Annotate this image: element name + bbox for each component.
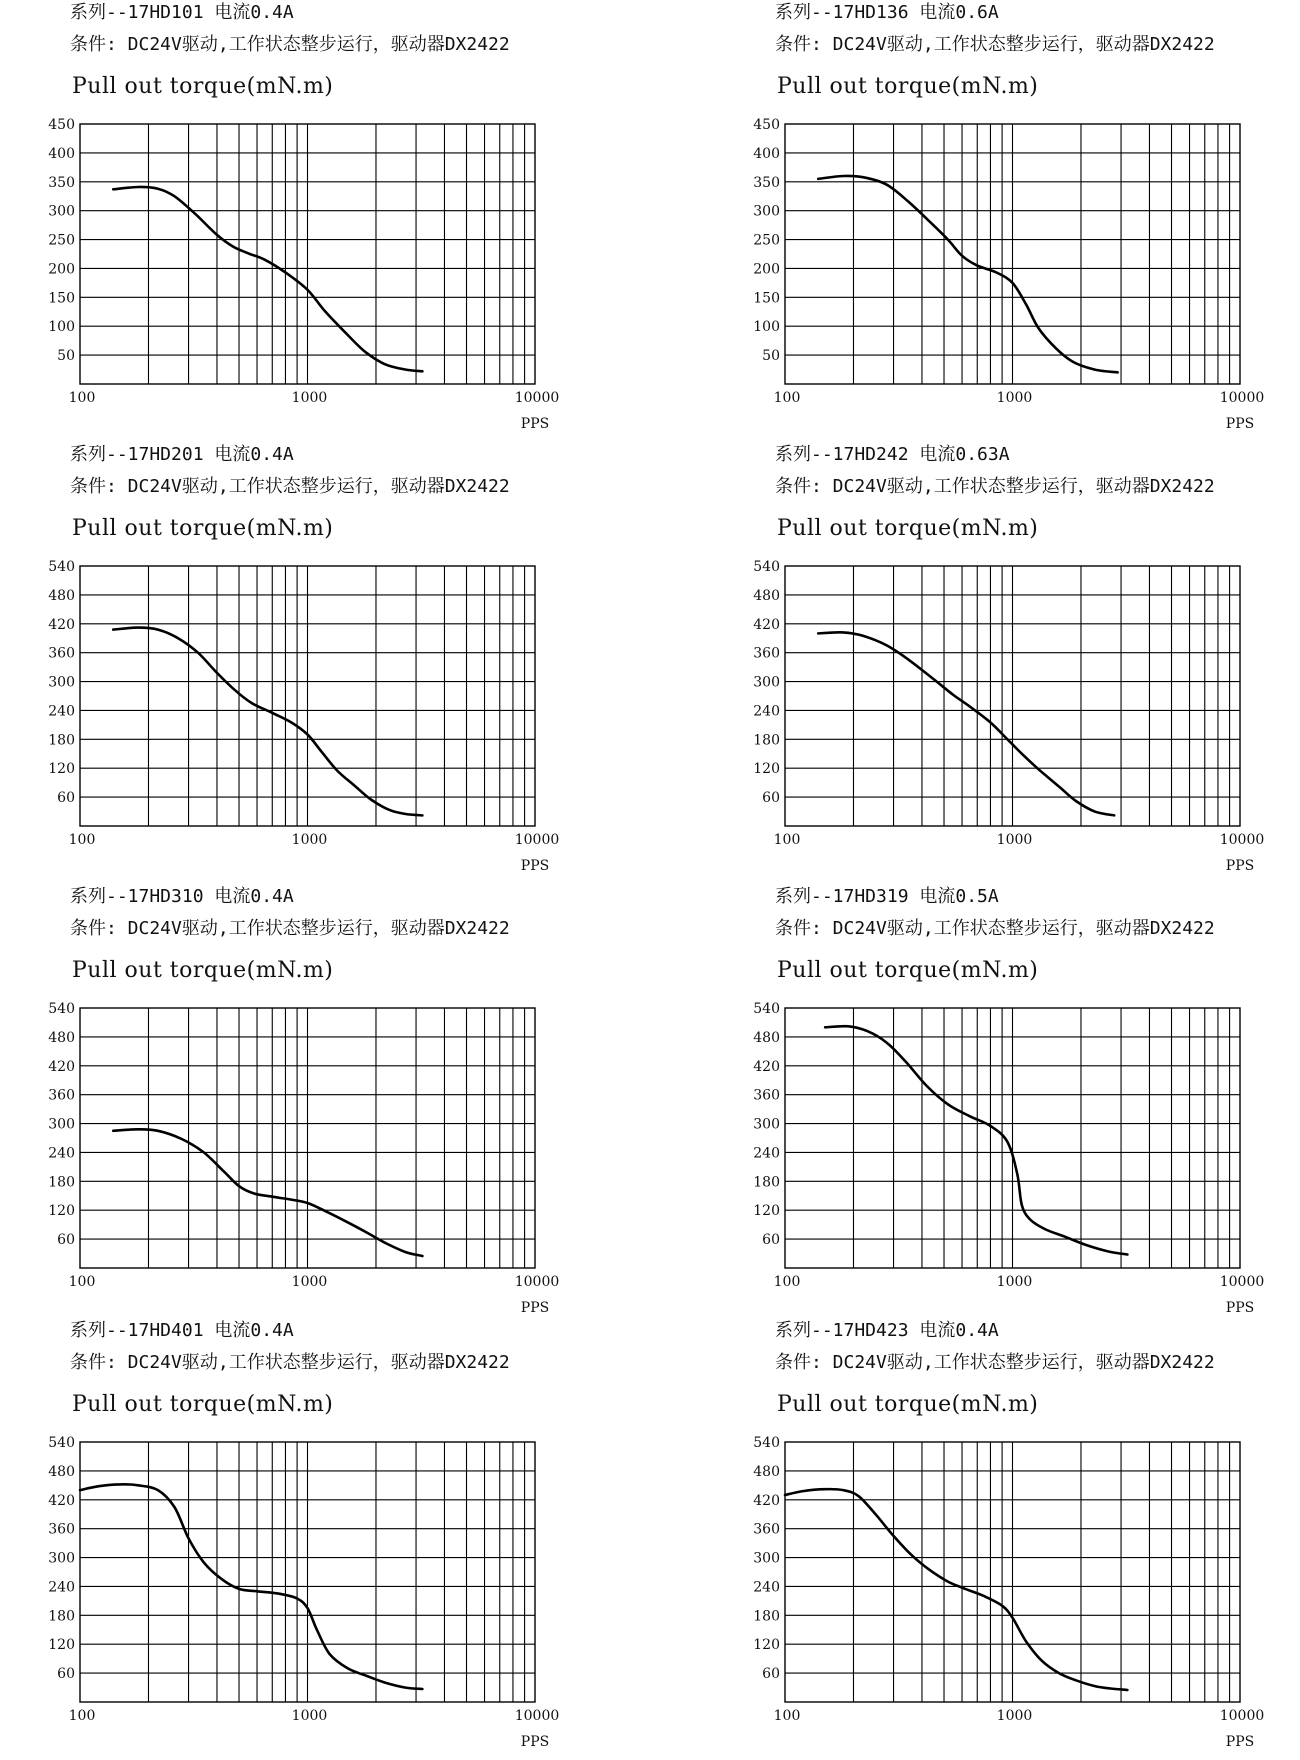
y-tick-label: 360 — [753, 1087, 780, 1104]
y-tick-label: 60 — [762, 1666, 780, 1683]
grid — [80, 566, 535, 826]
grid — [80, 1442, 535, 1702]
torque-curve — [825, 1026, 1127, 1254]
y-tick-label: 180 — [48, 1174, 75, 1191]
y-tick-label: 240 — [48, 1145, 75, 1162]
y-tick-label: 240 — [48, 703, 75, 720]
y-tick-label: 540 — [753, 1435, 780, 1451]
chart-plot — [48, 1420, 630, 1750]
y-tick-label: 360 — [48, 1087, 75, 1104]
y-tick-label: 50 — [762, 348, 780, 365]
y-tick-label: 120 — [753, 1203, 780, 1220]
chart-panel — [753, 1320, 1300, 1760]
chart-title: 系列--17HD242 电流0.63A — [775, 444, 1010, 465]
y-tick-label: 480 — [753, 1463, 780, 1480]
x-tick-label: 1000 — [996, 832, 1033, 848]
y-tick-label: 300 — [48, 674, 75, 691]
x-tick-label: 10000 — [514, 390, 560, 406]
y-tick-label: 420 — [753, 616, 780, 633]
x-axis-label: PPS — [520, 858, 550, 874]
grid — [785, 124, 1240, 384]
y-tick-label: 300 — [753, 203, 780, 220]
y-tick-label: 180 — [753, 1174, 780, 1191]
grid — [785, 1442, 1240, 1702]
x-tick-label: 1000 — [291, 1274, 328, 1290]
chart-subtitle: 条件: DC24V驱动,工作状态整步运行，驱动器DX2422 — [70, 476, 510, 497]
y-tick-label: 120 — [753, 1637, 780, 1654]
y-tick-label: 180 — [753, 1608, 780, 1625]
chart-subtitle: 条件: DC24V驱动,工作状态整步运行，驱动器DX2422 — [775, 918, 1215, 939]
y-tick-label: 400 — [48, 145, 75, 162]
y-tick-label: 420 — [753, 1058, 780, 1075]
x-tick-label: 10000 — [514, 1708, 560, 1724]
y-tick-label: 60 — [57, 790, 75, 807]
x-tick-label: 1000 — [291, 1708, 328, 1724]
y-tick-label: 180 — [753, 732, 780, 749]
x-axis-label: PPS — [520, 416, 550, 432]
y-tick-label: 120 — [48, 1637, 75, 1654]
x-tick-label: 100 — [773, 1274, 801, 1290]
grid — [785, 566, 1240, 826]
y-tick-label: 240 — [753, 1579, 780, 1596]
y-axis-label: Pull out torque(mN.m) — [72, 958, 334, 983]
x-axis-label: PPS — [520, 1734, 550, 1750]
torque-curve — [818, 176, 1117, 373]
x-tick-label: 1000 — [996, 1274, 1033, 1290]
y-tick-label: 240 — [48, 1579, 75, 1596]
y-axis-label: Pull out torque(mN.m) — [777, 516, 1039, 541]
y-tick-label: 240 — [753, 703, 780, 720]
grid — [785, 1008, 1240, 1268]
y-tick-label: 200 — [753, 261, 780, 278]
y-tick-label: 450 — [48, 117, 75, 133]
x-tick-label: 100 — [773, 832, 801, 848]
y-tick-label: 300 — [753, 1550, 780, 1567]
y-tick-label: 60 — [57, 1232, 75, 1249]
chart-subtitle: 条件: DC24V驱动,工作状态整步运行，驱动器DX2422 — [70, 918, 510, 939]
chart-plot — [753, 102, 1300, 432]
y-tick-label: 250 — [753, 232, 780, 249]
y-axis-label: Pull out torque(mN.m) — [777, 1392, 1039, 1417]
y-tick-label: 360 — [753, 1521, 780, 1538]
y-tick-label: 350 — [753, 174, 780, 191]
x-tick-label: 100 — [773, 1708, 801, 1724]
x-tick-label: 10000 — [1219, 390, 1265, 406]
y-tick-label: 60 — [762, 1232, 780, 1249]
y-tick-label: 400 — [753, 145, 780, 162]
y-tick-label: 180 — [48, 732, 75, 749]
x-tick-label: 100 — [68, 1274, 96, 1290]
y-tick-label: 350 — [48, 174, 75, 191]
y-tick-label: 120 — [48, 1203, 75, 1220]
x-tick-label: 100 — [68, 1708, 96, 1724]
y-tick-label: 360 — [48, 1521, 75, 1538]
chart-title: 系列--17HD310 电流0.4A — [70, 886, 294, 907]
y-tick-label: 540 — [48, 1001, 75, 1017]
y-tick-label: 480 — [48, 1029, 75, 1046]
y-tick-label: 100 — [753, 319, 780, 336]
y-axis-label: Pull out torque(mN.m) — [72, 516, 334, 541]
y-tick-label: 480 — [753, 587, 780, 604]
chart-plot — [753, 1420, 1300, 1750]
y-tick-label: 540 — [753, 1001, 780, 1017]
y-tick-label: 150 — [753, 290, 780, 307]
y-tick-label: 420 — [753, 1492, 780, 1509]
x-axis-label: PPS — [1225, 1734, 1255, 1750]
chart-subtitle: 条件: DC24V驱动,工作状态整步运行，驱动器DX2422 — [70, 1352, 510, 1373]
x-axis-label: PPS — [520, 1300, 550, 1316]
y-tick-label: 60 — [762, 790, 780, 807]
y-tick-label: 480 — [753, 1029, 780, 1046]
x-tick-label: 10000 — [1219, 1708, 1265, 1724]
y-tick-label: 50 — [57, 348, 75, 365]
y-tick-label: 100 — [48, 319, 75, 336]
chart-subtitle: 条件: DC24V驱动,工作状态整步运行，驱动器DX2422 — [70, 34, 510, 55]
chart-subtitle: 条件: DC24V驱动,工作状态整步运行，驱动器DX2422 — [775, 1352, 1215, 1373]
y-axis-label: Pull out torque(mN.m) — [777, 958, 1039, 983]
y-tick-label: 480 — [48, 1463, 75, 1480]
y-tick-label: 300 — [753, 1116, 780, 1133]
x-tick-label: 100 — [68, 832, 96, 848]
y-tick-label: 540 — [753, 559, 780, 575]
torque-curve — [785, 1489, 1127, 1690]
x-axis-label: PPS — [1225, 416, 1255, 432]
chart-panel — [753, 444, 1300, 884]
y-tick-label: 120 — [753, 761, 780, 778]
x-tick-label: 1000 — [291, 832, 328, 848]
x-tick-label: 10000 — [1219, 1274, 1265, 1290]
chart-plot — [48, 102, 630, 432]
chart-plot — [753, 544, 1300, 874]
chart-title: 系列--17HD101 电流0.4A — [70, 2, 294, 23]
chart-title: 系列--17HD319 电流0.5A — [775, 886, 999, 907]
y-tick-label: 540 — [48, 1435, 75, 1451]
chart-panel — [753, 886, 1300, 1326]
y-axis-label: Pull out torque(mN.m) — [72, 74, 334, 99]
chart-plot — [753, 986, 1300, 1316]
grid — [80, 1008, 535, 1268]
chart-plot — [48, 544, 630, 874]
y-tick-label: 540 — [48, 559, 75, 575]
y-tick-label: 240 — [753, 1145, 780, 1162]
x-tick-label: 1000 — [291, 390, 328, 406]
chart-panel — [48, 444, 710, 884]
chart-title: 系列--17HD201 电流0.4A — [70, 444, 294, 465]
y-tick-label: 150 — [48, 290, 75, 307]
y-tick-label: 420 — [48, 616, 75, 633]
chart-title: 系列--17HD401 电流0.4A — [70, 1320, 294, 1341]
y-tick-label: 420 — [48, 1492, 75, 1509]
y-tick-label: 480 — [48, 587, 75, 604]
y-tick-label: 300 — [48, 203, 75, 220]
chart-panel — [48, 2, 710, 442]
x-tick-label: 100 — [773, 390, 801, 406]
x-tick-label: 100 — [68, 390, 96, 406]
chart-title: 系列--17HD423 电流0.4A — [775, 1320, 999, 1341]
grid — [80, 124, 535, 384]
y-tick-label: 450 — [753, 117, 780, 133]
chart-plot — [48, 986, 630, 1316]
y-tick-label: 60 — [57, 1666, 75, 1683]
chart-panel — [753, 2, 1300, 442]
y-tick-label: 360 — [48, 645, 75, 662]
x-tick-label: 10000 — [1219, 832, 1265, 848]
chart-panel — [48, 886, 710, 1326]
x-tick-label: 1000 — [996, 390, 1033, 406]
chart-subtitle: 条件: DC24V驱动,工作状态整步运行，驱动器DX2422 — [775, 476, 1215, 497]
y-tick-label: 360 — [753, 645, 780, 662]
y-tick-label: 420 — [48, 1058, 75, 1075]
y-axis-label: Pull out torque(mN.m) — [777, 74, 1039, 99]
y-tick-label: 300 — [753, 674, 780, 691]
y-tick-label: 300 — [48, 1550, 75, 1567]
y-tick-label: 200 — [48, 261, 75, 278]
chart-title: 系列--17HD136 电流0.6A — [775, 2, 999, 23]
chart-subtitle: 条件: DC24V驱动,工作状态整步运行，驱动器DX2422 — [775, 34, 1215, 55]
x-tick-label: 10000 — [514, 832, 560, 848]
torque-curve — [818, 632, 1114, 815]
x-tick-label: 1000 — [996, 1708, 1033, 1724]
y-tick-label: 300 — [48, 1116, 75, 1133]
y-tick-label: 250 — [48, 232, 75, 249]
y-tick-label: 180 — [48, 1608, 75, 1625]
x-axis-label: PPS — [1225, 858, 1255, 874]
x-tick-label: 10000 — [514, 1274, 560, 1290]
chart-panel — [48, 1320, 710, 1760]
y-axis-label: Pull out torque(mN.m) — [72, 1392, 334, 1417]
x-axis-label: PPS — [1225, 1300, 1255, 1316]
y-tick-label: 120 — [48, 761, 75, 778]
